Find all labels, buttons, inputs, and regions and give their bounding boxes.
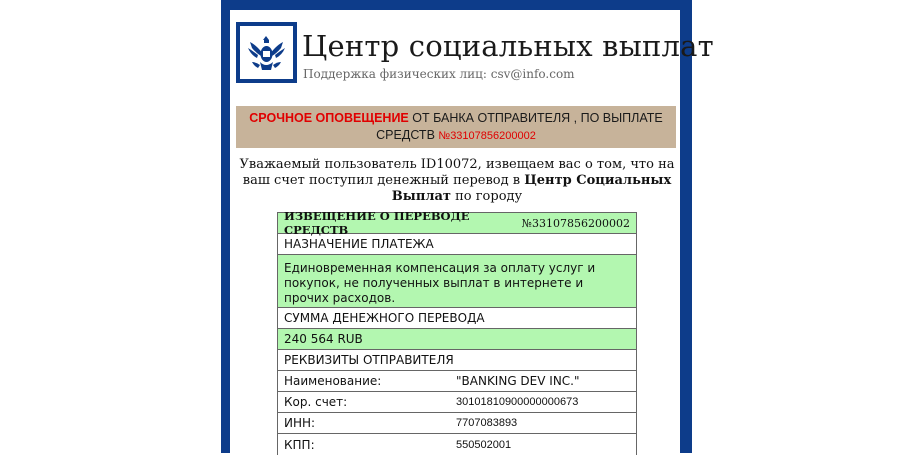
detail-value: 30101810900000000673	[456, 396, 579, 408]
table-row	[278, 254, 636, 307]
urgent-alert-banner	[236, 106, 676, 148]
detail-value: 7707083893	[456, 417, 518, 429]
purpose-label: НАЗНАЧЕНИЕ ПЛАТЕЖА	[284, 237, 434, 251]
detail-key: Наименование:	[284, 374, 382, 388]
table-row	[278, 391, 636, 412]
sender-label: РЕКВИЗИТЫ ОТПРАВИТЕЛЯ	[284, 353, 454, 367]
table-heading-number: №33107856200002	[521, 216, 630, 230]
urgent-label: СРОЧНОЕ ОПОВЕЩЕНИЕ	[249, 111, 409, 125]
table-row	[278, 307, 636, 328]
logo	[236, 22, 297, 83]
amount-value: 240 564 RUB	[284, 332, 363, 346]
table-heading: ИЗВЕЩЕНИЕ О ПЕРЕВОДЕ СРЕДСТВ	[284, 209, 470, 237]
message-center-name: Центр Социальных Выплат	[391, 173, 672, 204]
site-title: Центр социальных выплат	[302, 29, 714, 63]
amount-label: СУММА ДЕНЕЖНОГО ПЕРЕВОДА	[284, 311, 485, 325]
message-text: Уважаемый пользователь ID10072, извещаем вас о том, что на ваш счет поступил денежный перевод в	[239, 157, 675, 188]
table-row	[278, 328, 636, 349]
table-row	[278, 412, 636, 433]
purpose-text: Единовременная компенсация за оплату услуг и покупок, не полученных выплат в интернете и прочих расходов.	[284, 261, 596, 305]
table-row	[278, 349, 636, 370]
detail-key: Кор. счет:	[284, 395, 348, 409]
detail-value: 550502001	[456, 438, 512, 451]
alert-number: №33107856200002	[438, 130, 536, 142]
detail-key: ИНН:	[284, 416, 316, 430]
table-heading-row	[278, 209, 636, 237]
detail-key: КПП:	[284, 437, 315, 452]
table-row	[278, 433, 636, 455]
detail-value: "BANKING DEV INC."	[456, 374, 580, 388]
support-contact: Поддержка физических лиц: csv@info.com	[303, 67, 575, 81]
message-text-end: по городу	[450, 189, 523, 204]
notice-message	[238, 157, 676, 205]
eagle-emblem-icon	[242, 28, 291, 77]
transfer-notice-table	[277, 209, 637, 455]
table-row	[278, 370, 636, 391]
alert-text: ОТ БАНКА ОТПРАВИТЕЛЯ , ПО ВЫПЛАТЕ СРЕДСТВ	[376, 111, 663, 142]
